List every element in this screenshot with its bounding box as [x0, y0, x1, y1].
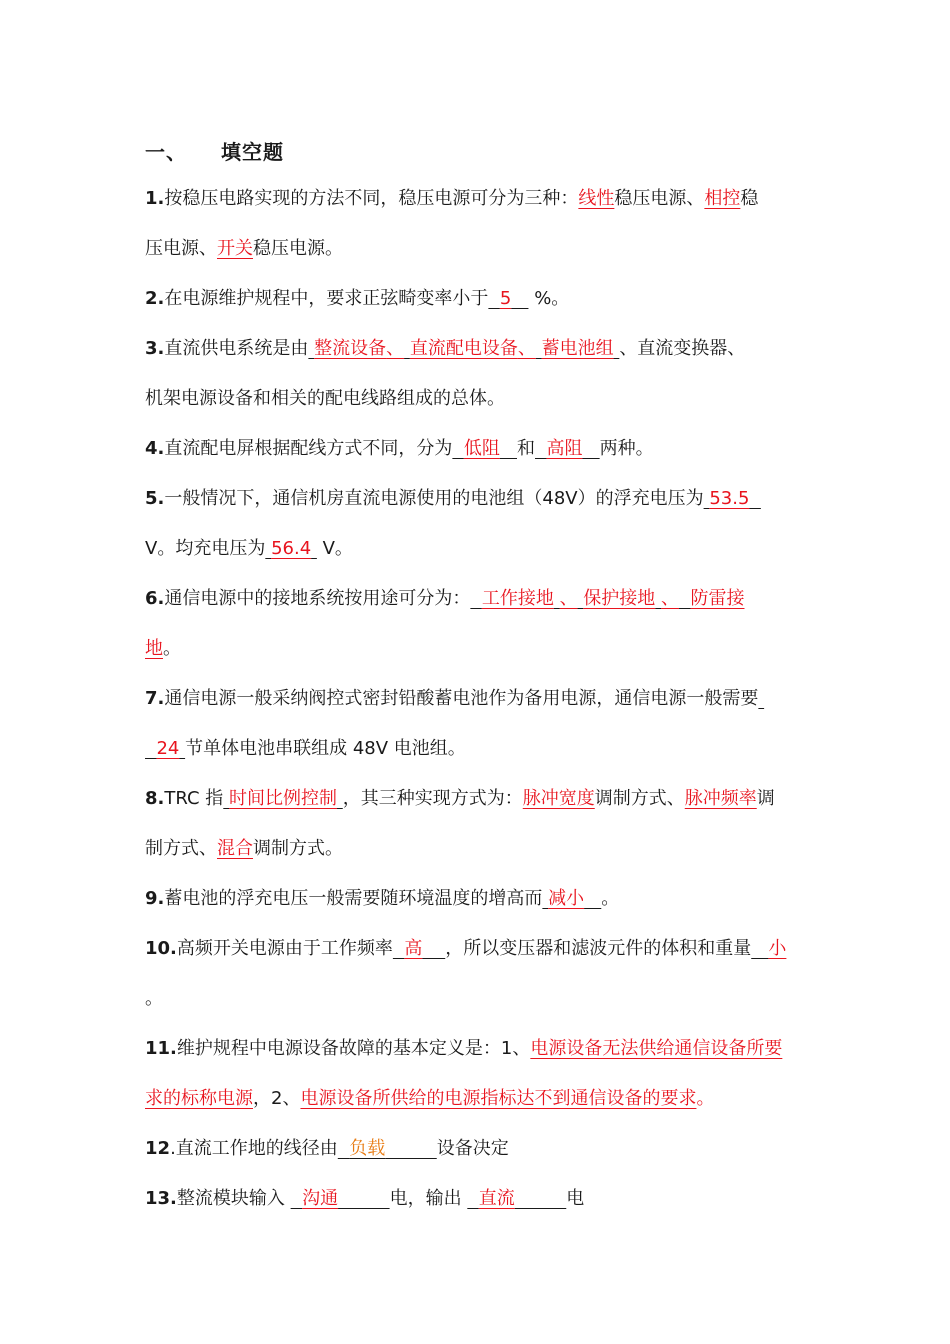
- question-number: 12: [145, 1138, 171, 1159]
- question-text: 压电源、: [145, 238, 217, 259]
- answer-period: 。: [696, 1088, 715, 1109]
- section-title-text: 填空题: [220, 140, 284, 164]
- answer-blank: 沟通: [302, 1188, 339, 1209]
- question-10: [145, 924, 825, 974]
- question-number: 3.: [145, 338, 165, 359]
- answer-blank: 电源设备所供给的电源指标达不到通信设备的要求: [300, 1088, 697, 1109]
- question-2: [145, 274, 825, 324]
- question-text: 直流配电屏根据配线方式不同，分为: [164, 438, 453, 459]
- question-number: 4.: [145, 438, 165, 459]
- question-10-cont: [145, 974, 825, 1024]
- answer-blank: 混合: [217, 838, 253, 859]
- question-text: 一般情况下，通信机房直流电源使用的电池组（48V）的浮充电压为: [164, 488, 704, 509]
- question-text: 。: [163, 638, 181, 659]
- question-text: .直流工作地的线径由: [170, 1138, 338, 1159]
- answer-blank: 56.4: [271, 538, 312, 559]
- answer-blank: 53.5: [709, 488, 750, 509]
- question-text: 稳: [740, 188, 759, 209]
- question-number: 2.: [145, 288, 165, 309]
- question-number: 9.: [145, 888, 165, 909]
- question-text: 制方式、: [145, 838, 217, 859]
- answer-blank: 工作接地: [481, 588, 554, 609]
- question-11-cont: [145, 1074, 825, 1124]
- question-8: [145, 774, 825, 824]
- question-text: 在电源维护规程中，要求正弦畸变率小于: [164, 288, 489, 309]
- question-number: 10.: [145, 938, 177, 959]
- question-text: V。均充电压为: [145, 538, 266, 559]
- question-text: 电，输出: [389, 1188, 462, 1209]
- answer-blank: 5: [499, 288, 512, 309]
- question-text: 两种。: [599, 438, 654, 459]
- question-5: [145, 474, 825, 524]
- answer-blank: 高: [404, 938, 423, 959]
- question-1-cont: [145, 224, 825, 274]
- answer-blank: 保护接地: [583, 588, 656, 609]
- question-text: 机架电源设备和相关的配电线路组成的总体。: [145, 388, 505, 409]
- question-8-cont: [145, 824, 825, 874]
- question-13: [145, 1174, 825, 1224]
- answer-blank: 防雷接: [690, 588, 745, 609]
- question-6-cont: [145, 624, 825, 674]
- question-9: [145, 874, 825, 924]
- question-text: 通信电源一般采纳阀控式密封铅酸蓄电池作为备用电源，通信电源一般需要: [164, 688, 759, 709]
- question-text: 节单体电池串联组成 48V 电池组。: [185, 738, 466, 759]
- question-text: 。: [145, 988, 163, 1009]
- answer-blank: 整流设备: [314, 338, 387, 359]
- question-number: 8.: [145, 788, 165, 809]
- answer-blank: 线性: [578, 188, 615, 209]
- answer-blank: 开关: [217, 238, 253, 259]
- question-text: ，所以变压器和滤波元件的体积和重量: [445, 938, 752, 959]
- answer-separator: 、: [559, 588, 578, 609]
- answer-blank: 脉冲宽度: [522, 788, 595, 809]
- question-text: 通信电源中的接地系统按用途可分为：: [164, 588, 471, 609]
- answer-separator: 、: [386, 338, 405, 359]
- answer-blank: 直流配电设备: [409, 338, 518, 359]
- question-text: 调制方式、: [594, 788, 685, 809]
- question-7: [145, 674, 825, 724]
- question-7-cont: [145, 724, 825, 774]
- answer-blank: 脉冲频率: [684, 788, 757, 809]
- section-title: [145, 136, 284, 165]
- question-text: 调: [756, 788, 775, 809]
- question-text: ，2、: [253, 1088, 301, 1109]
- answer-blank: 地: [145, 638, 163, 659]
- question-number: 11.: [145, 1038, 177, 1059]
- question-text: 按稳压电路实现的方法不同，稳压电源可分为三种：: [164, 188, 579, 209]
- question-number: 13.: [145, 1188, 177, 1209]
- question-text: 维护规程中电源设备故障的基本定义是：1、: [176, 1038, 531, 1059]
- question-1: [145, 174, 825, 224]
- question-4: [145, 424, 825, 474]
- answer-blank: 减小: [548, 888, 585, 909]
- question-text: V。: [322, 538, 353, 559]
- question-text: 。: [601, 888, 620, 909]
- answer-blank: 直流: [478, 1188, 515, 1209]
- question-12: [145, 1124, 825, 1174]
- answer-blank: 小: [768, 938, 787, 959]
- answer-blank: 蓄电池组: [541, 338, 614, 359]
- answer-blank: 求的标称电源: [145, 1088, 253, 1109]
- question-3: [145, 324, 825, 374]
- question-text: ，其三种实现方式为：: [342, 788, 523, 809]
- question-text: 调制方式。: [253, 838, 343, 859]
- answer-blank: 时间比例控制: [229, 788, 338, 809]
- answer-blank: 相控: [704, 188, 741, 209]
- question-number: 1.: [145, 188, 165, 209]
- question-11: [145, 1024, 825, 1074]
- question-text: 电: [566, 1188, 585, 1209]
- question-6: [145, 574, 825, 624]
- question-text: 设备决定: [436, 1138, 509, 1159]
- answer-blank: 低阻: [463, 438, 500, 459]
- question-text: 稳压电源、: [614, 188, 705, 209]
- question-text: 高频开关电源由于工作频率: [176, 938, 393, 959]
- answer-blank: 电源设备无法供给通信设备所要: [530, 1038, 783, 1059]
- question-number: 7.: [145, 688, 165, 709]
- question-text: %。: [534, 288, 570, 309]
- question-text: 蓄电池的浮充电压一般需要随环境温度的增高而: [164, 888, 543, 909]
- question-number: 5.: [145, 488, 165, 509]
- question-text: 稳压电源。: [253, 238, 343, 259]
- question-number: 6.: [145, 588, 165, 609]
- answer-separator: 、: [661, 588, 680, 609]
- question-text: 直流供电系统是由: [164, 338, 309, 359]
- question-text: TRC 指: [164, 788, 224, 809]
- question-5-cont: [145, 524, 825, 574]
- question-text: 整流模块输入: [176, 1188, 285, 1209]
- answer-blank: 负载: [349, 1138, 386, 1159]
- question-3-cont: [145, 374, 825, 424]
- question-text: 和: [517, 438, 535, 459]
- question-text: 、直流变换器、: [619, 338, 746, 359]
- answer-separator: 、: [517, 338, 536, 359]
- answer-blank: 24: [156, 738, 180, 759]
- answer-blank: 高阻: [546, 438, 583, 459]
- section-number: 一、: [145, 140, 187, 164]
